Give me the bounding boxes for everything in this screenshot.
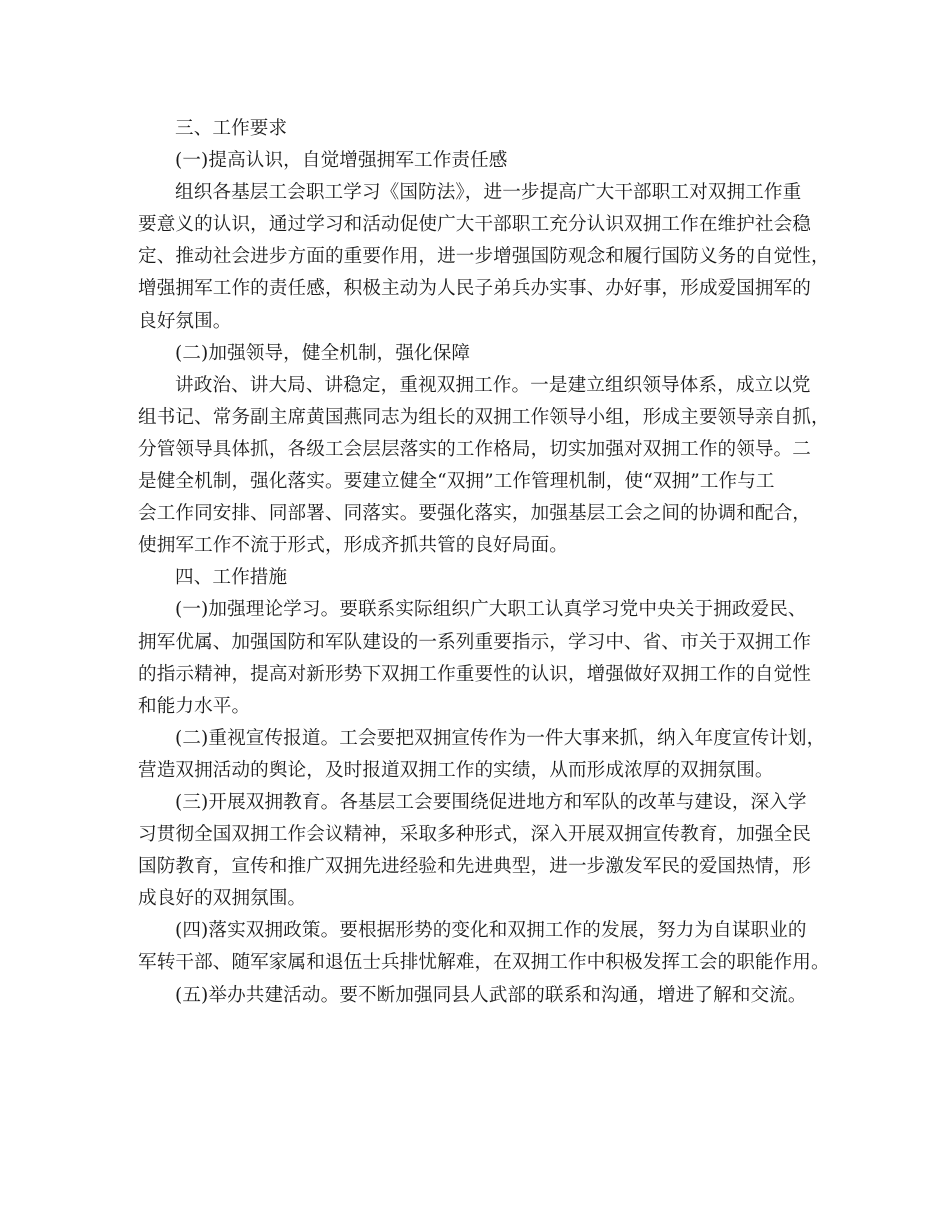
paragraph-line: 要意义的认识，通过学习和活动促使广大干部职工充分认识双拥工作在维护社会稳 <box>138 214 811 236</box>
paragraph-line: (二)重视宣传报道。工会要把双拥宣传作为一件大事来抓，纳入年度宣传计划， <box>175 727 826 749</box>
paragraph-line: 组书记、常务副主席黄国燕同志为组长的双拥工作领导小组，形成主要领导亲自抓， <box>138 406 830 428</box>
paragraph-line: 和能力水平。 <box>138 695 251 717</box>
paragraph-line: 拥军优属、加强国防和军队建设的一系列重要指示，学习中、省、市关于双拥工作 <box>138 631 811 653</box>
paragraph-line: 营造双拥活动的舆论，及时报道双拥工作的实绩，从而形成浓厚的双拥氛围。 <box>138 759 774 781</box>
document-body <box>138 113 830 1012</box>
paragraph-line: 国防教育，宣传和推广双拥先进经验和先进典型，进一步激发军民的爱国热情，形 <box>138 856 811 878</box>
paragraph-line: (四)落实双拥政策。要根据形势的变化和双拥工作的发展，努力为自谋职业的 <box>175 920 807 942</box>
paragraph-line: 是健全机制，强化落实。要建立健全“双拥”工作管理机制，使“双拥”工作与工 <box>138 471 775 493</box>
paragraph-line: (一)加强理论学习。要联系实际组织广大职工认真学习党中央关于拥政爱民、 <box>175 599 807 621</box>
section-heading: 四、工作措施 <box>175 567 288 589</box>
paragraph-line: 军转干部、随军家属和退伍士兵排忧解难，在双拥工作中积极发挥工会的职能作用。 <box>138 952 830 974</box>
paragraph-line: (三)开展双拥教育。各基层工会要围绕促进地方和军队的改革与建设，深入学 <box>175 791 807 813</box>
section-heading: 三、工作要求 <box>175 118 288 139</box>
paragraph-line: 增强拥军工作的责任感，积极主动为人民子弟兵办实事、办好事，形成爱国拥军的 <box>138 278 811 300</box>
paragraph-line: 良好氛围。 <box>138 310 232 332</box>
paragraph-line: 成良好的双拥氛围。 <box>138 888 307 910</box>
paragraph-line: 讲政治、讲大局、讲稳定，重视双拥工作。一是建立组织领导体系，成立以党 <box>175 374 811 396</box>
subsection-heading: (一)提高认识，自觉增强拥军工作责任感 <box>175 150 508 172</box>
paragraph-line: 的指示精神，提高对新形势下双拥工作重要性的认识，增强做好双拥工作的自觉性 <box>138 663 811 685</box>
paragraph-line: 会工作同安排、同部署、同落实。要强化落实，加强基层工会之间的协调和配合， <box>138 503 811 525</box>
paragraph-line: 习贯彻全国双拥工作会议精神，采取多种形式，深入开展双拥宣传教育，加强全民 <box>138 824 811 846</box>
subsection-heading: (二)加强领导，健全机制，强化保障 <box>175 342 471 364</box>
paragraph-line: 使拥军工作不流于形式，形成齐抓共管的良好局面。 <box>138 535 568 557</box>
paragraph-line: 组织各基层工会职工学习《国防法》，进一步提高广大干部职工对双拥工作重 <box>175 182 802 204</box>
paragraph-line: (五)举办共建活动。要不断加强同县人武部的联系和沟通，增进了解和交流。 <box>175 984 807 1006</box>
paragraph-line: 分管领导具体抓，各级工会层层落实的工作格局，切实加强对双拥工作的领导。二 <box>138 438 811 460</box>
paragraph-line: 定、推动社会进步方面的重要作用，进一步增强国防观念和履行国防义务的自觉性， <box>138 246 830 268</box>
